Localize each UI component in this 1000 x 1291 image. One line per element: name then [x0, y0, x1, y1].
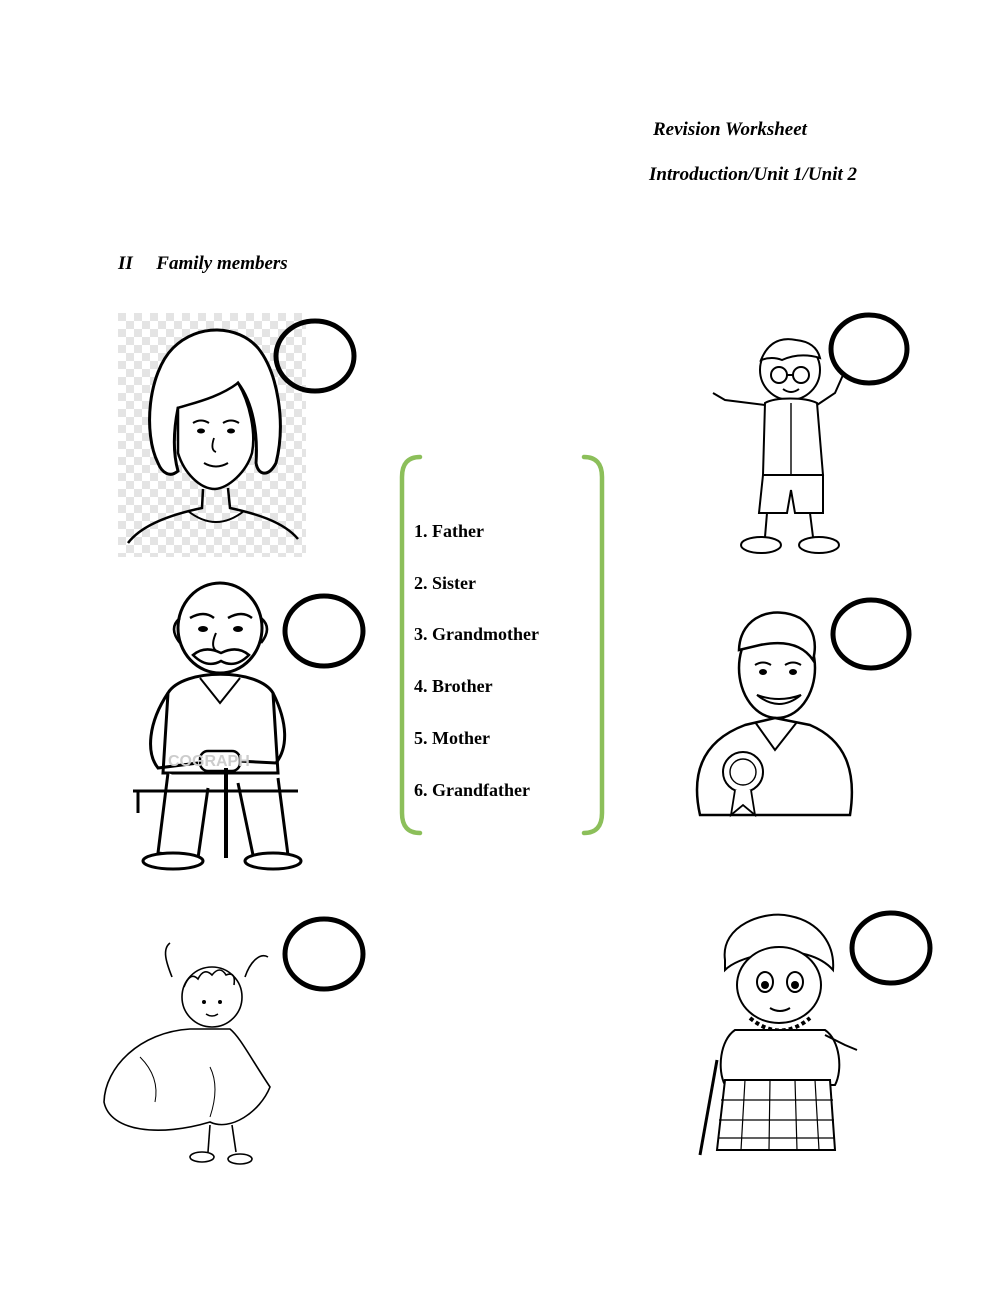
section-heading	[118, 253, 288, 275]
answer-circle-grandmother[interactable]	[848, 909, 934, 987]
word-bank-item-grandmother: 3. Grandmother	[414, 624, 539, 644]
worksheet-title: Revision Worksheet	[653, 119, 807, 140]
answer-circle-mother[interactable]	[273, 319, 359, 395]
worksheet-subtitle: Introduction/Unit 1/Unit 2	[649, 164, 858, 185]
word-bank-item-father: 1. Father	[414, 521, 484, 541]
answer-circle-grandfather[interactable]	[281, 592, 367, 670]
sister-picture	[100, 937, 280, 1177]
grandfather-picture	[128, 573, 303, 873]
answer-circle-brother[interactable]	[828, 311, 912, 387]
grandfather-watermark: COGRAPH	[168, 753, 250, 770]
section-title: Family members	[156, 253, 288, 274]
word-bank-item-grandfather: 6. Grandfather	[414, 780, 530, 800]
word-bank-item-mother: 5. Mother	[414, 728, 490, 748]
answer-circle-father[interactable]	[829, 597, 913, 673]
word-bank-item-sister: 2. Sister	[414, 573, 476, 593]
word-bank-item-brother: 4. Brother	[414, 676, 493, 696]
answer-circle-sister[interactable]	[281, 915, 367, 993]
grandmother-picture	[695, 910, 870, 1165]
word-bank-right-bracket	[578, 453, 608, 838]
section-number: II	[118, 253, 133, 274]
